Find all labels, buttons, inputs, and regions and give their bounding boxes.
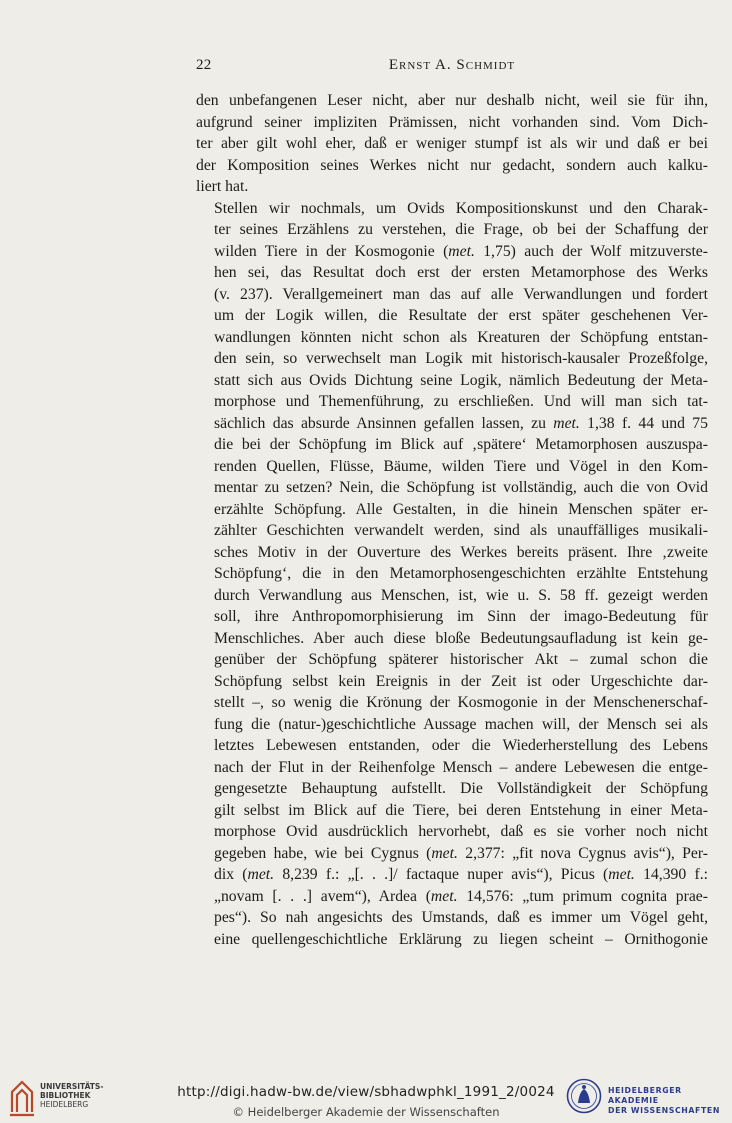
text-line: der Komposition seines Werkes nicht nur gedacht, sondern auch kalku- (196, 156, 708, 174)
text-line: morphose und Themenführung, zu erschließen. Und will man sich tat- (214, 393, 708, 410)
running-head: Ernst A. Schmidt (388, 57, 516, 73)
citation-abbrev: met. (247, 866, 275, 883)
text-line: gegeben habe, wie bei Cygnus (met. 2,377: „fit nova Cygnus avis“), Per- (214, 844, 708, 862)
text-line: (v. 237). Verallgemeinert man das auf alle Verwandlungen und fordert (214, 285, 708, 303)
text-line: hen sei, das Resultat doch erst der ersten Metamorphose des Werks (214, 264, 708, 281)
text-line: erzählte Schöpfung. Alle Gestalten, in die hinein Menschen später er- (214, 500, 708, 518)
text-line: stellt –, so wenig die Krönung der Kosmogonie in der Menschenerschaf- (214, 694, 708, 711)
academy-seal-icon (566, 1078, 602, 1114)
text-line: soll, ihre Anthropomorphisierung im Sinn der imago-Bedeutung für (214, 608, 708, 625)
text-line: Schöpfung‘, die in den Metamorphosengeschichten erzählte Entstehung (214, 565, 708, 582)
text-line: den unbefangenen Leser nicht, aber nur deshalb nicht, weil sie für ihn, (196, 92, 708, 109)
text-line: aufgrund seiner impliziten Prämissen, nicht vorhanden sind. Vom Dich- (196, 113, 708, 131)
text-line: sächlich das absurde Ansinnen gefallen lassen, zu met. 1,38 f. 44 und 75 (214, 414, 708, 432)
text-line: nach der Flut in der Reihenfolge Mensch – andere Lebewesen die entge- (214, 758, 708, 776)
paragraph-2 (196, 198, 708, 951)
citation-abbrev: met. (448, 242, 475, 260)
text-line: liert hat. (196, 178, 249, 195)
text-line: statt sich aus Ovids Dichtung seine Logik, nämlich Bedeutung der Meta- (214, 371, 708, 389)
text-line: ter aber gilt wohl eher, daß er weniger stumpf ist als wir und daß er bei (196, 135, 708, 152)
text-line: eine quellengeschichtliche Erklärung zu liegen scheint – Ornithogonie (214, 930, 708, 948)
citation-abbrev: met. (430, 887, 458, 905)
text-line: dix (met. 8,239 f.: „[. . .]/ factaque nuper avis“), Picus (met. 14,390 f.: (214, 866, 708, 883)
text-line: Menschliches. Aber auch diese bloße Bedeutungsaufladung ist kein ge- (214, 629, 708, 647)
footer (0, 1070, 732, 1123)
text-line: die bei der Schöpfung im Blick auf ‚spätere‘ Metamorphosen auszuspa- (214, 436, 708, 453)
text-line: um der Logik willen, die Resultate der erst später geschehenen Ver- (214, 307, 708, 324)
academy-name: HEIDELBERGER AKADEMIE DER WISSENSCHAFTEN (608, 1086, 720, 1115)
page-number: 22 (196, 57, 212, 73)
citation-abbrev: met. (608, 866, 635, 883)
text-line: Schöpfung selbst kein Ereignis in der Zeit ist oder Urgeschichte dar- (214, 672, 708, 690)
body-text (196, 90, 708, 950)
text-line: gilt selbst im Blick auf die Tiere, bei deren Entstehung in einer Meta- (214, 801, 708, 819)
citation-abbrev: met. (431, 844, 458, 862)
text-line: wilden Tiere in der Kosmogonie (met. 1,75) auch der Wolf mitzuverste- (214, 242, 708, 260)
text-line: den sein, so verwechselt man Logik mit historisch-kausaler Prozeßfolge, (214, 350, 708, 367)
page-header (196, 57, 708, 79)
paragraph-1 (196, 90, 708, 198)
copyright-notice: © Heidelberger Akademie der Wissenschaften (232, 1105, 500, 1119)
library-name: UNIVERSITÄTS- BIBLIOTHEK HEIDELBERG (40, 1082, 104, 1109)
text-line: renden Quellen, Flüsse, Bäume, wilden Tiere und Vögel in den Kom- (214, 457, 708, 475)
source-url-link[interactable]: http://digi.hadw-bw.de/view/sbhadwphkl_1991_2/0024 (177, 1084, 555, 1100)
text-line: letztes Lebewesen entstanden, oder die Wiederherstellung des Lebens (214, 737, 708, 754)
text-line: pes“). So nah angesichts des Umstands, daß es immer um Vögel geht, (214, 909, 708, 926)
text-line: mentar zu setzen? Nein, die Schöpfung ist vollständig, auch die von Ovid (214, 479, 708, 496)
text-line: „novam [. . .] avem“), Ardea (met. 14,576: „tum primum cognita prae- (214, 887, 708, 905)
text-line: durch Verwandlung aus Menschen, ist, wie u. S. 58 ff. gezeigt werden (214, 586, 708, 604)
text-line: fung die (natur-)geschichtliche Aussage machen will, der Mensch sei als (214, 715, 708, 733)
text-line: gengesetzte Behauptung aufstellt. Die Vollständigkeit der Schöpfung (214, 780, 708, 797)
citation-abbrev: met. (553, 414, 580, 432)
text-line: genüber der Schöpfung späterer historischer Akt – zumal schon die (214, 651, 708, 668)
text-line: wandlungen könnten nicht schon als Kreaturen der Schöpfung entstan- (214, 328, 708, 346)
text-line: ter seines Erzählens zu verstehen, die Frage, ob bei der Schaffung der (214, 221, 708, 238)
text-line: sches Motiv in der Ouverture des Werkes bereits präsent. Ihre ‚zweite (214, 543, 708, 561)
text-line: zählter Geschichten verwandelt werden, sind als unauffälliges musikali- (214, 522, 708, 539)
text-line: Stellen wir nochmals, um Ovids Kompositionskunst und den Charak- (214, 199, 708, 217)
text-line: morphose Ovid ausdrücklich hervorhebt, daß es sie vorher noch nicht (214, 823, 708, 840)
